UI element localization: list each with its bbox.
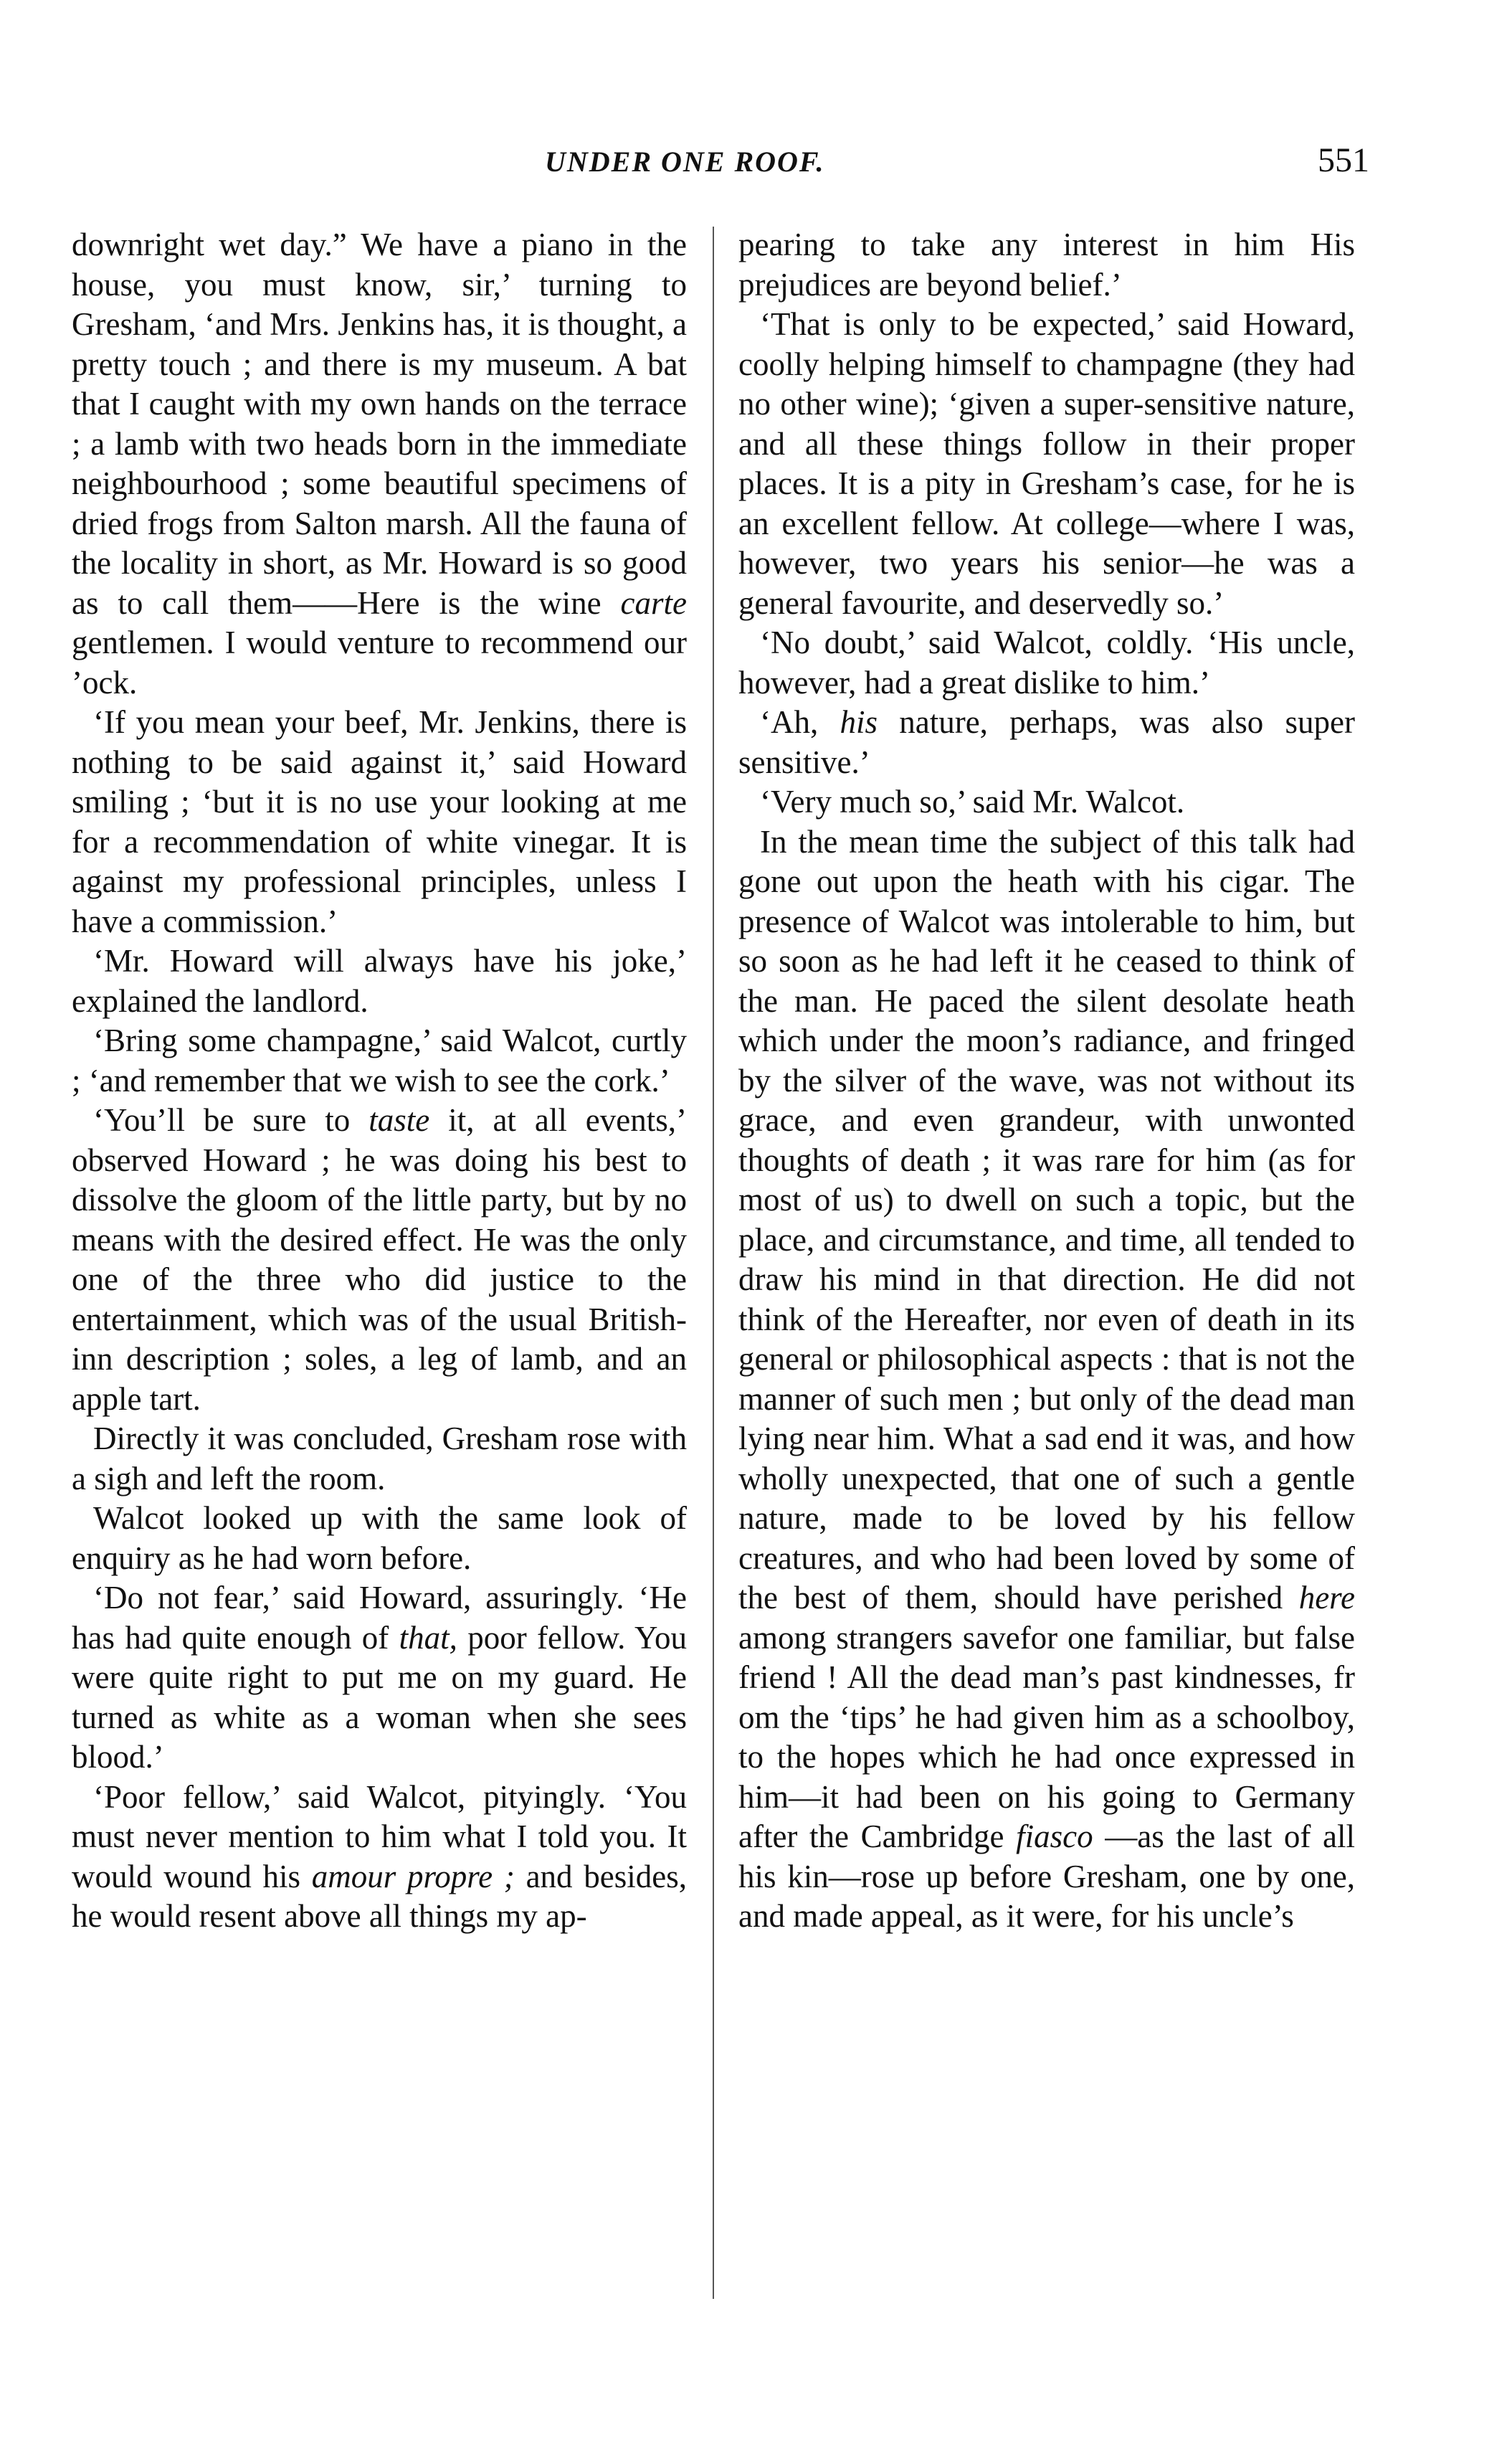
paragraph [72, 1499, 687, 1578]
paragraph [72, 1101, 687, 1419]
text-run: Walcot looked up with the same look of enquiry as he had worn before. [72, 1500, 687, 1576]
paragraph [72, 1578, 687, 1778]
page-number: 551 [1318, 141, 1369, 179]
italic-text: fiasco [1016, 1818, 1093, 1854]
italic-text: amour propre ; [311, 1858, 515, 1894]
italic-text: his [840, 704, 878, 740]
text-run: gentlemen. I would venture to recommend our ’ock. [72, 625, 687, 701]
paragraph [72, 225, 687, 703]
text-run: In the mean time the subject of this talk had gone out upon the heath with his cigar. The presence of Walcot was intolerable to him, but so soon as he had left it he ceased to think of the man. He paced the silent desolate heath which under the moon’s radiance, and fringed by the silver of the wave, was not without its grace, and even grandeur, with unwonted thoughts of death ; it was rare for him (as for most of us) to dwell on such a topic, but the place, and circumstance, and time, all tended to draw his mind in that direction. He did not think of the Hereafter, nor even of death in its general or philosophical aspects : that is not the manner of such men ; but only of the dead man lying near him. What a sad end it was, and how wholly unexpected, that one of such a gentle nature, made to be loved by his fellow creatures, and who had been loved by some of the best of them, should have perished [738, 823, 1355, 1616]
text-run: it, at all events,’ observed Howard ; he was doing his best to dissolve the gloom of the little party, but by no means with the desired effect. He was the only one of the three who did justice to the entertainment, which was of the usual British-inn description ; soles, a leg of lamb, and an apple tart. [72, 1102, 688, 1417]
text-run: nature, perhaps, was also super sensitive.’ [738, 704, 1356, 780]
text-run: ‘You’ll be sure to [93, 1102, 369, 1138]
text-run: and besides, he would resent above all things my ap- [72, 1858, 688, 1934]
text-run: Directly it was concluded, Gresham rose with a sigh and left the room. [72, 1420, 687, 1497]
text-run: poor fellow. You were quite right to put me on my guard. He turned as white as a woman when she sees blood.’ [72, 1619, 687, 1775]
paragraph [72, 703, 687, 941]
text-run: ‘Mr. Howard will always have his joke,’ explained the landlord. [72, 943, 687, 1019]
text-run: pearing to take any interest in him His prejudices are beyond belief.’ [738, 227, 1355, 303]
text-run: ‘Bring some champagne,’ said Walcot, curtly ; ‘and remember that we wish to see the cork.’ [72, 1023, 687, 1099]
text-run: —as the last of all his kin—rose up before Gresham, one by one, and made appeal, as it were, for his uncle’s [738, 1818, 1355, 1934]
text-run: downright wet day.” We have a piano in the house, you must know, sir,’ turning to Gresham, ‘and Mrs. Jenkins has, it is thought, a pretty touch ; and there is my museum. A bat that I caught with my own hands on the terrace ; a lamb with two heads born in the immediate neighbourhood ; some beautiful specimens of dried frogs from Salton marsh. All the fauna of the locality in short, as Mr. Howard is so good as to call them——Here is the wine [72, 227, 687, 621]
paragraph [738, 225, 1355, 305]
paragraph [72, 1419, 687, 1499]
paragraph [738, 822, 1355, 1937]
paragraph [738, 623, 1355, 703]
text-run: ‘That is only to be expected,’ said Howard, coolly helping himself to champagne (they had no other wine); ‘given a super-sensitive nature, and all these things follow in their proper places. It is a pity in Gresham’s case, for he is an excellent fellow. At college—where I was, however, two years his senior—he was a general favourite, and deservedly so.’ [738, 306, 1355, 621]
paragraph [72, 1778, 687, 1937]
italic-text: carte [620, 584, 687, 621]
text-run: among strangers savefor one familiar, but false friend ! All the dead man’s past kindnesses, fr om the ‘tips’ he had given him as a schoolboy, to the hopes which he had once expressed in him—it had been on his going to Germany after the Cambridge [738, 1619, 1355, 1854]
paragraph [72, 941, 687, 1021]
text-run: ‘Poor fellow,’ said Walcot, pityingly. ‘You must never mention to him what I told you. It would wound his [72, 1778, 687, 1894]
text-run: ‘If you mean your beef, Mr. Jenkins, there is nothing to be said against it,’ said Howard smiling ; ‘but it is no use your looking at me for a recommendation of white vinegar. It is against my professional principles, unless I have a commission.’ [72, 704, 687, 939]
paragraph [738, 305, 1355, 623]
italic-text: taste [369, 1102, 430, 1138]
column-divider [713, 227, 714, 2299]
right-column [738, 225, 1355, 1937]
text-run: ‘Very much so,’ said Mr. Walcot. [760, 784, 1185, 820]
running-title: UNDER ONE ROOF. [545, 146, 825, 178]
paragraph [72, 1021, 687, 1101]
italic-text: that, [399, 1619, 457, 1656]
italic-text: here [1298, 1580, 1355, 1616]
paragraph [738, 703, 1355, 782]
text-run: ‘No doubt,’ said Walcot, coldly. ‘His uncle, however, had a great dislike to him.’ [738, 625, 1355, 701]
left-column [72, 225, 687, 1937]
running-header [72, 141, 1369, 192]
text-run: ‘Ah, [760, 704, 840, 740]
text-run: ‘Do not fear,’ said Howard, assuringly. ‘He has had quite enough of [72, 1580, 687, 1656]
paragraph [738, 782, 1355, 822]
